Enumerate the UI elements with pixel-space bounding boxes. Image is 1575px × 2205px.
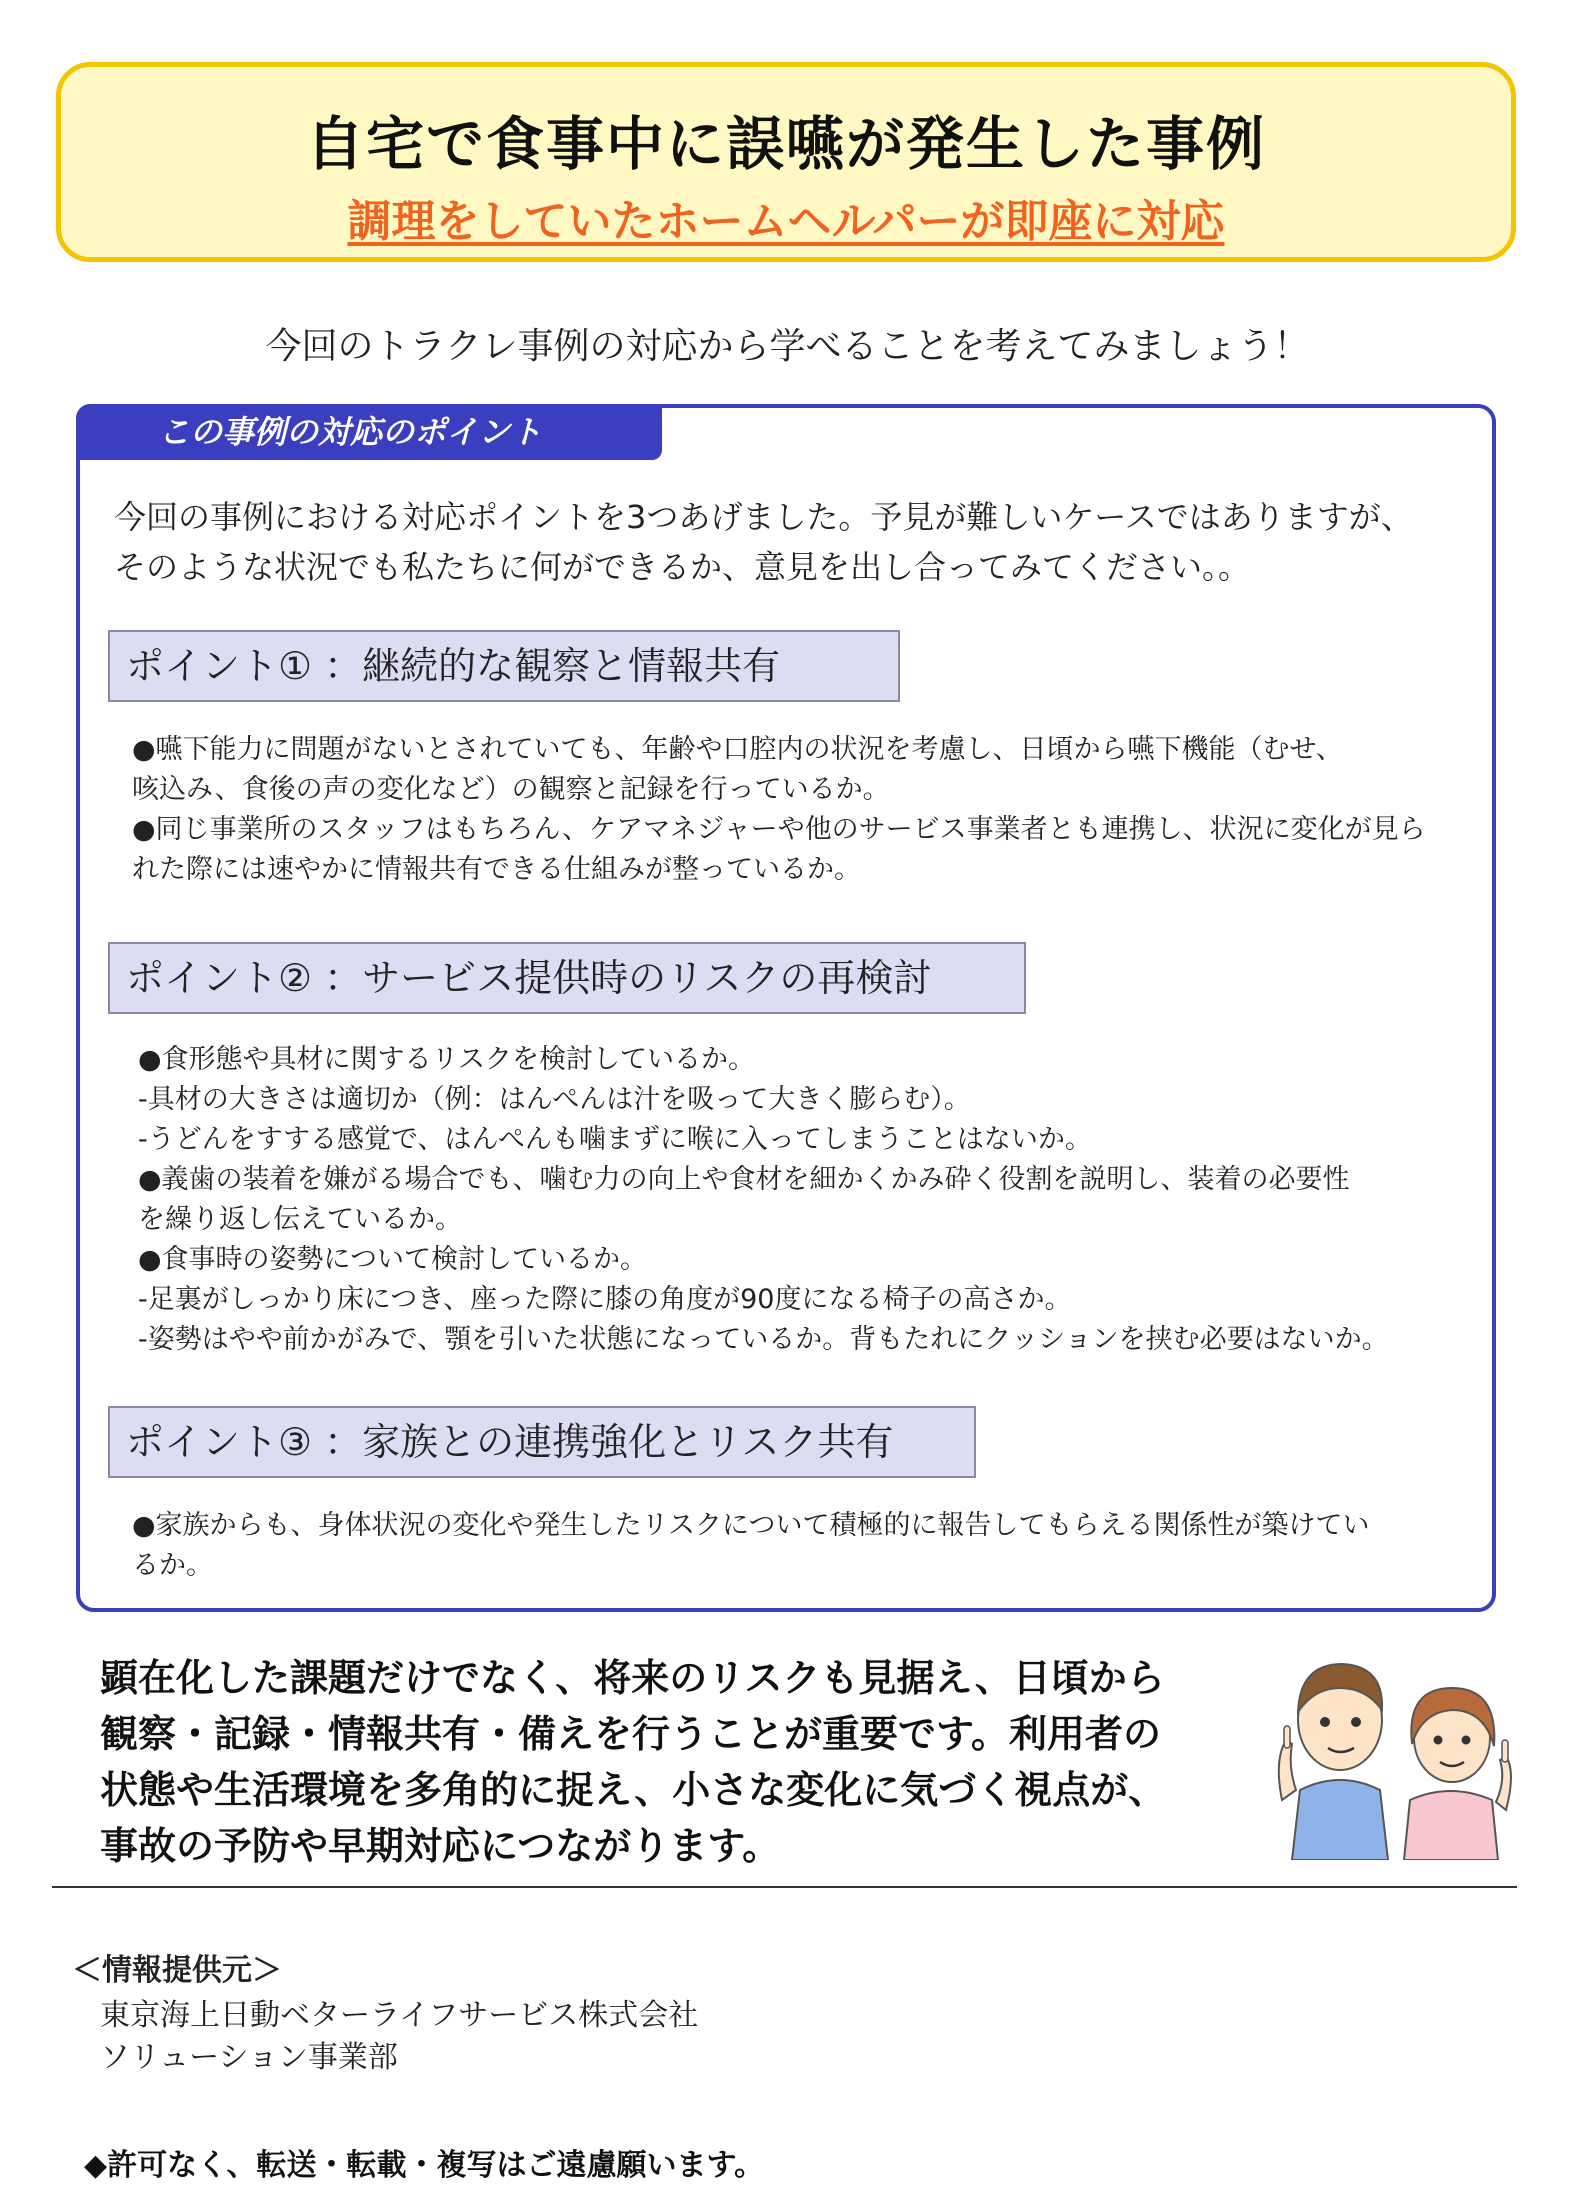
panel-lead-line: そのような状況でも私たちに何ができるか、意見を出し合ってみてください。。 [114,548,1251,586]
point-1-heading: ポイント① ：継続的な観察と情報共有 [108,630,900,702]
man-figure-icon [1279,1664,1388,1860]
list-item: ●義歯の装着を嫌がる場合でも、噛む力の向上や食材を細かくかみ砕く役割を説明し、装着の必要性 [138,1164,1350,1195]
list-item: を繰り返し伝えているか。 [138,1204,462,1235]
copyright-notice: ◆許可なく、転送・転載・複写はご遠慮願います。 [84,2148,765,2183]
list-item: -具材の大きさは適切か（例：はんぺんは汁を吸って大きく膨らむ）。 [138,1084,971,1115]
key-message-line: 状態や生活環境を多角的に捉え、小さな変化に気づく視点が、 [100,1768,1167,1812]
list-item: -足裏がしっかり床につき、座った際に膝の角度が90度になる椅子の高さか。 [138,1284,1072,1315]
point-3-list [132,1506,1369,1586]
list-item: れた際には速やかに情報共有できる仕組みが整っているか。 [132,854,861,885]
panel-lead [114,492,1454,592]
panel-lead-line: 今回の事例における対応ポイントを3つあげました。予見が難しいケースではありますが、 [114,498,1413,536]
key-message-line: 顕在化した課題だけでなく、将来のリスクも見据え、日頃から [100,1656,1165,1700]
point-3-heading: ポイント③ ：家族との連携強化とリスク共有 [108,1406,976,1478]
point-2-heading: ポイント② ：サービス提供時のリスクの再検討 [108,942,1026,1014]
page-title: 自宅で食事中に誤嚥が発生した事例 [305,110,1266,178]
two-caregivers-pointing-icon [1270,1640,1520,1860]
title-box [56,62,1516,262]
list-item: ●家族からも、身体状況の変化や発生したリスクについて積極的に報告してもらえる関係性が築けてい [132,1510,1370,1541]
list-item: -うどんをすする感覚で、はんぺんも噛まずに喉に入ってしまうことはないか。 [138,1124,1092,1155]
intro-text: 今回のトラクレ事例の対応から学べることを考えてみましょう！ [265,326,1310,367]
source-heading: ＜情報提供元＞ [72,1953,282,1988]
page-subtitle: 調理をしていたホームヘルパーが即座に対応 [347,196,1225,247]
key-message-line: 事故の予防や早期対応につながります。 [100,1824,781,1868]
panel-tab: この事例の対応のポイント [76,404,662,460]
source-department: ソリューション事業部 [100,2040,398,2075]
list-item: -姿勢はやや前かがみで、顎を引いた状態になっているか。背もたれにクッションを挟む必要はないか。 [138,1324,1389,1355]
list-item: るか。 [132,1550,213,1581]
woman-figure-icon [1404,1688,1511,1860]
key-message-line: 観察・記録・情報共有・備えを行うことが重要です。利用者の [100,1712,1161,1756]
point-2-list [138,1040,1389,1360]
list-item: ●嚥下能力に問題がないとされていても、年齢や口腔内の状況を考慮し、日頃から嚥下機能（むせ、 [132,734,1343,765]
list-item: ●同じ事業所のスタッフはもちろん、ケアマネジャーや他のサービス事業者とも連携し、状況に変化が見ら [132,814,1426,845]
divider [52,1886,1517,1888]
source-company: 東京海上日動ベターライフサービス株式会社 [100,1998,699,2033]
list-item: 咳込み、食後の声の変化など）の観察と記録を行っているか。 [132,774,890,805]
point-1-list [132,730,1426,890]
list-item: ●食形態や具材に関するリスクを検討しているか。 [138,1044,756,1075]
list-item: ●食事時の姿勢について検討しているか。 [138,1244,648,1275]
key-message [100,1650,1280,1874]
